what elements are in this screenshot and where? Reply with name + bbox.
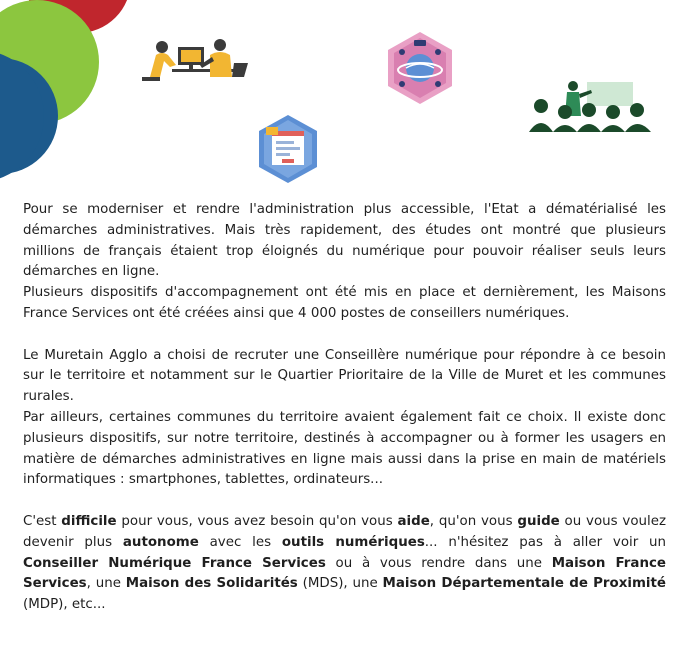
paragraph-muretain-agglo: Le Muretain Agglo a choisi de recruter une Conseillère numérique pour répondre à ce besoin sur le territoire et notamment sur le Quartier Prioritaire de la Ville de Muret et les communes rurales. (23, 347, 666, 405)
cta-text: avec les (198, 534, 282, 550)
cta-text: (MDP), etc... (23, 597, 106, 613)
paragraph-call-to-action (23, 512, 666, 616)
cta-text: ou vous voulez devenir plus (23, 513, 666, 550)
cta-text: , une (86, 576, 126, 592)
cta-bold-maison-france-services: Maison France Services (23, 555, 667, 592)
cta-bold-maison-departementale: Maison Départementale de Proximité (382, 576, 666, 592)
paragraph-communes: Par ailleurs, certaines communes du territoire avaient également fait ce choix. Il existe donc plusieurs dispositifs, sur notre territoire, destinés à accompagner ou à former les usagers en matière de démarches administratives en ligne mais aussi dans la prise en main de matériels informatiques : smartphones, tablettes, ordinateurs... (23, 409, 666, 488)
cta-text: pour vous, vous avez besoin qu'on vous (116, 513, 398, 529)
cta-bold-conseiller-numerique: Conseiller Numérique France Services (23, 555, 326, 571)
cta-bold-autonome: autonome (122, 534, 199, 550)
cta-bold-aide: aide (397, 513, 430, 529)
body-text (23, 200, 666, 616)
online-form-icon (256, 113, 320, 185)
cta-text: C'est (23, 513, 62, 529)
cta-text: (MDS), une (297, 576, 383, 592)
cta-bold-outils-numeriques: outils numériques (281, 534, 425, 550)
cta-text: , qu'on vous (429, 513, 518, 529)
people-at-computer-icon (136, 37, 254, 83)
cta-bold-guide: guide (517, 513, 560, 529)
cta-text: ... n'hésitez pas à aller voir un (424, 534, 666, 550)
cta-bold-maison-solidarites: Maison des Solidarités (125, 576, 298, 592)
decorative-circles (0, 0, 140, 190)
cta-text: ou à vous rendre dans une (325, 555, 552, 571)
globe-network-icon (385, 30, 455, 106)
cta-bold-difficile: difficile (61, 513, 117, 529)
paragraph-dispositifs: Plusieurs dispositifs d'accompagnement ont été mis en place et dernièrement, les Maisons France Services ont été créées ainsi que 4 000 postes de conseillers numériques. (23, 285, 666, 321)
paragraph-dematerialisation: Pour se moderniser et rendre l'administration plus accessible, l'Etat a dématérialisé les démarches administratives. Mais très rapidement, des études ont montré que plusieurs millions de français étaient trop éloignés du numérique pour pouvoir réaliser seuls leurs démarches en ligne. (23, 202, 666, 280)
group-presentation-icon (527, 80, 655, 132)
